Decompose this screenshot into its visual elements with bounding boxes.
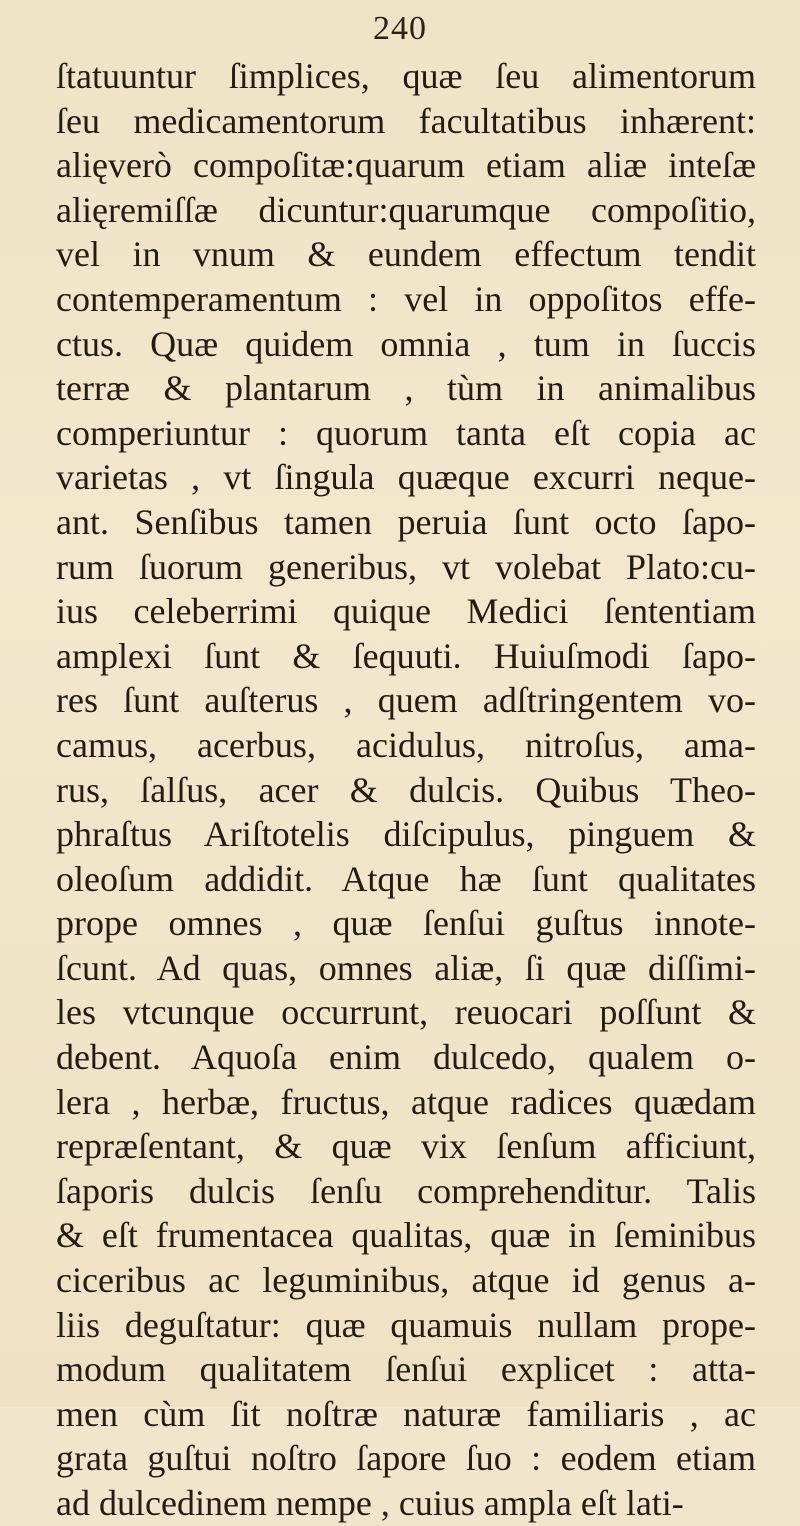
text-line: contemperamentum : vel in oppoſitos effe- — [56, 278, 756, 319]
page-number: 240 — [373, 10, 427, 47]
text-line: rum ſuorum generibus, vt volebat Plato:cu- — [56, 546, 756, 587]
text-line: ant. Senſibus tamen peruia ſunt octo ſapo- — [56, 501, 756, 542]
text-line: debent. Aquoſa enim dulcedo, qualem o- — [56, 1037, 756, 1078]
text-line: vel in vnum & eundem effectum tendit — [56, 234, 756, 275]
text-line: ad dulcedinem nempe , cuius ampla eſt lati- — [56, 1483, 684, 1523]
text-line: ciceribus ac leguminibus, atque id genus a- — [56, 1260, 756, 1301]
text-line: les vtcunque occurrunt, reuocari poſſunt & — [56, 992, 756, 1033]
text-line: ius celeberrimi quique Medici ſententiam — [56, 591, 756, 632]
text-line: ctus. Quæ quidem omnia , tum in ſuccis — [56, 323, 756, 364]
text-line: modum qualitatem ſenſui explicet : atta- — [56, 1349, 756, 1390]
text-line: ſtatuuntur ſimplices, quæ ſeu alimentorum — [56, 56, 756, 96]
text-line: varietas , vt ſingula quæque excurri neque- — [56, 457, 756, 498]
text-line: rus, ſalſus, acer & dulcis. Quibus Theo- — [56, 769, 756, 810]
body-text — [56, 54, 756, 1526]
text-line: grata guſtui noſtro ſapore ſuo : eodem etiam — [56, 1438, 756, 1479]
text-line: ſeu medicamentorum facultatibus inhærent: — [56, 100, 756, 141]
text-line: liis deguſtatur: quæ quamuis nullam prope- — [56, 1304, 756, 1345]
text-line: amplexi ſunt & ſequuti. Huiuſmodi ſapo- — [56, 635, 756, 676]
text-line: oleoſum addidit. Atque hæ ſunt qualitates — [56, 858, 756, 899]
text-line: ſcunt. Ad quas, omnes aliæ, ſi quæ diſſimi- — [56, 947, 756, 988]
text-line: prope omnes , quæ ſenſui guſtus innote- — [56, 903, 756, 944]
text-line: repræſentant, & quæ vix ſenſum afficiunt, — [56, 1126, 756, 1167]
text-line: & eſt frumentacea qualitas, quæ in ſeminibus — [56, 1215, 756, 1256]
text-line: ſaporis dulcis ſenſu comprehenditur. Talis — [56, 1170, 756, 1211]
text-line: phraſtus Ariſtotelis diſcipulus, pinguem & — [56, 814, 756, 855]
text-line: comperiuntur : quorum tanta eſt copia ac — [56, 412, 756, 453]
text-line: alięverò compoſitæ:quarum etiam aliæ inteſæ — [56, 145, 756, 186]
text-line: res ſunt auſterus , quem adſtringentem vo- — [56, 680, 756, 721]
text-line: alięremiſſæ dicuntur:quarumque compoſitio, — [56, 189, 756, 230]
text-line: men cùm ſit noſtræ naturæ familiaris , ac — [56, 1393, 756, 1434]
text-line: camus, acerbus, acidulus, nitroſus, ama- — [56, 724, 756, 765]
text-line: lera , herbæ, fructus, atque radices quædam — [56, 1081, 756, 1122]
text-line: terræ & plantarum , tùm in animalibus — [56, 368, 756, 409]
